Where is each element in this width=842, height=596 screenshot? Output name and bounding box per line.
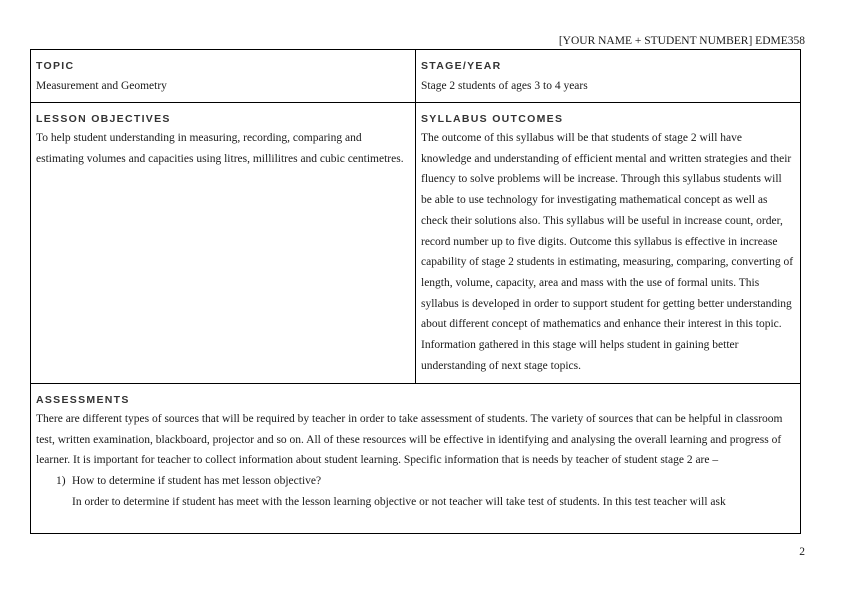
lesson-objectives-text: To help student understanding in measuring, recording, comparing and estimating volumes and capacities using litres, millilitres and cubic centimetres.: [36, 132, 404, 165]
topic-value: Measurement and Geometry: [36, 80, 167, 92]
syllabus-outcomes-heading: SYLLABUS OUTCOMES: [421, 113, 564, 125]
syllabus-outcomes-text: The outcome of this syllabus will be that students of stage 2 will have knowledge and understanding of efficient mental and written strategies and their fluency to solve problems will be increase. Through this syllabus students will be able to use technology for investigating mathematical concept as well as check their solutions also. This syllabus will be useful in increase count, order, record number up to five digits. Outcome this syllabus is effective in increase capability of stage 2 students in estimating, measuring, comparing, converting of length, volume, capacity, area and mass with the use of formal units. This syllabus is developed in order to support student for getting better understanding about different concept of mathematics and enhance their interest in this topic. Information gathered in this stage will helps student in gaining better understanding of next stage topics.: [421, 132, 794, 372]
table-row-objectives: [31, 103, 800, 384]
topic-heading: TOPIC: [36, 60, 75, 72]
list-item-question: How to determine if student has met lesson objective?: [72, 475, 322, 488]
page-header: [YOUR NAME + STUDENT NUMBER] EDME358: [558, 35, 805, 47]
list-item-number: 1): [56, 475, 66, 488]
lesson-objectives-heading: LESSON OBJECTIVES: [36, 113, 171, 125]
lesson-plan-table: [30, 49, 801, 534]
table-row-assessments: [31, 384, 800, 533]
assessments-text: There are different types of sources that will be required by teacher in order to take assessment of students. The variety of sources that can be helpful in classroom test, written examination, blackboard, projector and so on. All of these resources will be effective in identifying and analysing the overall learning and progress of learner. It is important for teacher to collect information about student learning. Specific information that is needs by teacher of student stage 2 are –: [36, 413, 783, 467]
page-number: 2: [799, 546, 805, 558]
stage-year-value: Stage 2 students of ages 3 to 4 years: [421, 80, 588, 92]
assessment-list-item: [36, 471, 795, 492]
lesson-objectives-cell: [31, 103, 416, 383]
assessments-cell: [31, 384, 800, 533]
assessments-heading: ASSESSMENTS: [36, 394, 130, 406]
table-row-topic: [31, 50, 800, 103]
list-item-continuation: In order to determine if student has meet with the lesson learning objective or not teacher will take test of students. In this test teacher will ask: [72, 496, 726, 509]
syllabus-outcomes-cell: [416, 103, 800, 383]
stage-year-cell: [416, 50, 800, 102]
stage-year-heading: STAGE/YEAR: [421, 60, 502, 72]
topic-cell: [31, 50, 416, 102]
